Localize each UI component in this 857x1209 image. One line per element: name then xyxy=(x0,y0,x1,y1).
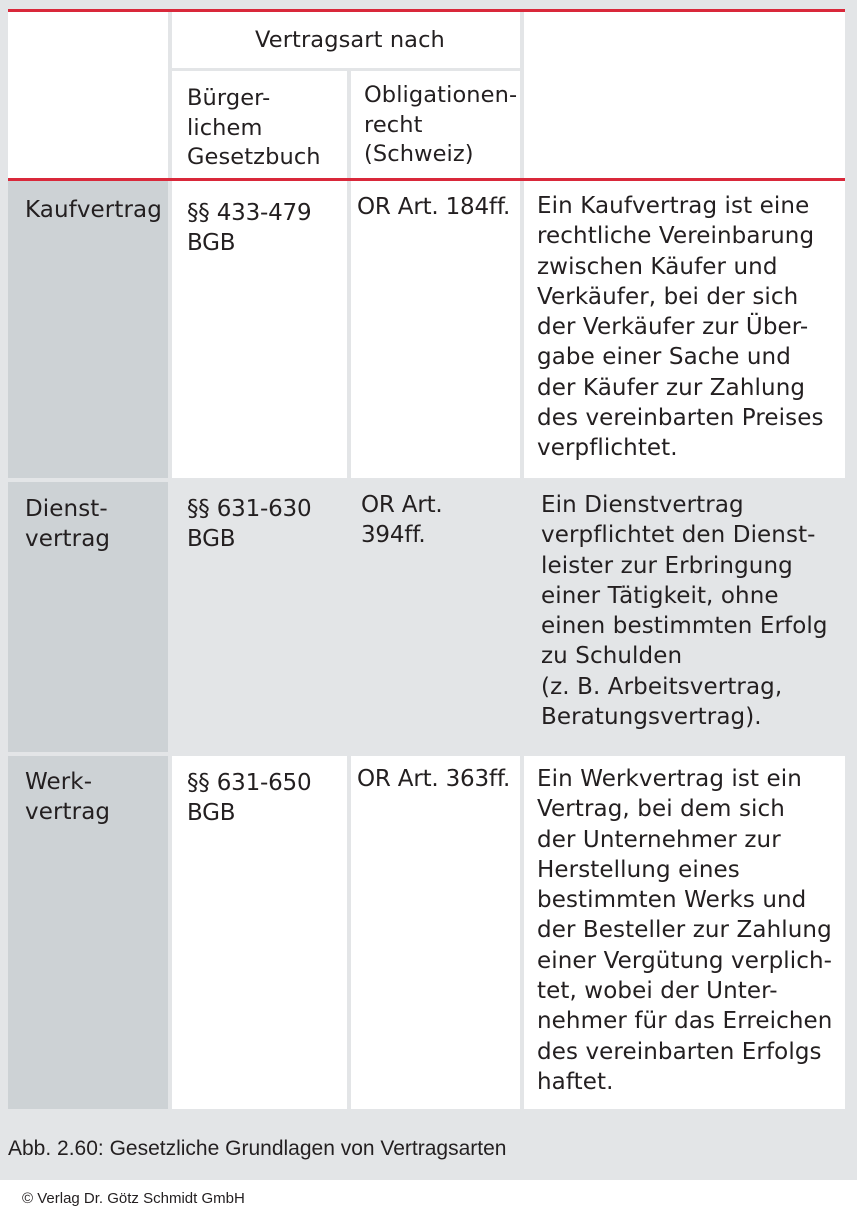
row-werkvertrag-bgb: §§ 631-650 BGB xyxy=(187,770,312,827)
row-kaufvertrag-or: OR Art. 184ff. xyxy=(357,194,511,220)
header-group-label: Vertragsart nach xyxy=(255,27,445,53)
figure-caption: Abb. 2.60: Gesetzliche Grundlagen von Vertragsarten xyxy=(8,1137,507,1160)
row-kaufvertrag-type: Kaufvertrag xyxy=(25,197,162,223)
row-werkvertrag-or: OR Art. 363ff. xyxy=(357,766,511,792)
header-bgb-label: Bürger- lichem Gesetzbuch xyxy=(187,85,321,170)
row-werkvertrag-type: Werk- vertrag xyxy=(25,769,111,826)
row-kaufvertrag-or-cell xyxy=(351,181,520,478)
row-dienstvertrag-or: OR Art. 394ff. xyxy=(361,492,443,549)
row-dienstvertrag-bgb: §§ 631-630 BGB xyxy=(187,496,312,553)
row-dienstvertrag-description: Ein Dienstvertrag verpflichtet den Dienst- leister zur Erbringung einer Tätigkeit, ohne einen bestimmten Erfolg zu Schulden (z. B. Arbeitsvertrag, Beratungsvertrag). xyxy=(541,492,828,731)
row-kaufvertrag-description: Ein Kaufvertrag ist eine rechtliche Vereinbarung zwischen Käufer und Verkäufer, bei der sich der Verkäufer zur Über- gabe einer Sache und der Käufer zur Zahlung des vereinbarten Preises verpflichtet. xyxy=(537,193,824,462)
row-kaufvertrag-type-cell xyxy=(8,181,168,478)
row-dienstvertrag-type: Dienst- vertrag xyxy=(25,496,111,553)
row-werkvertrag-description: Ein Werkvertrag ist ein Vertrag, bei dem sich der Unternehmer zur Herstellung eines bestimmten Werks und der Besteller zur Zahlung einer Vergütung verplich- tet, wobei der Unter- nehmer für das Erreichen des vereinbarten Erfolgs haftet. xyxy=(537,766,833,1095)
copyright-notice: © Verlag Dr. Götz Schmidt GmbH xyxy=(22,1190,245,1207)
header-top-rule xyxy=(8,9,845,12)
row-werkvertrag-or-cell xyxy=(351,756,520,1109)
header-or-label: Obligationen- recht (Schweiz) xyxy=(364,82,518,167)
header-empty-right xyxy=(524,12,845,178)
header-empty-left xyxy=(8,12,168,178)
row-kaufvertrag-bgb: §§ 433-479 BGB xyxy=(187,200,312,257)
